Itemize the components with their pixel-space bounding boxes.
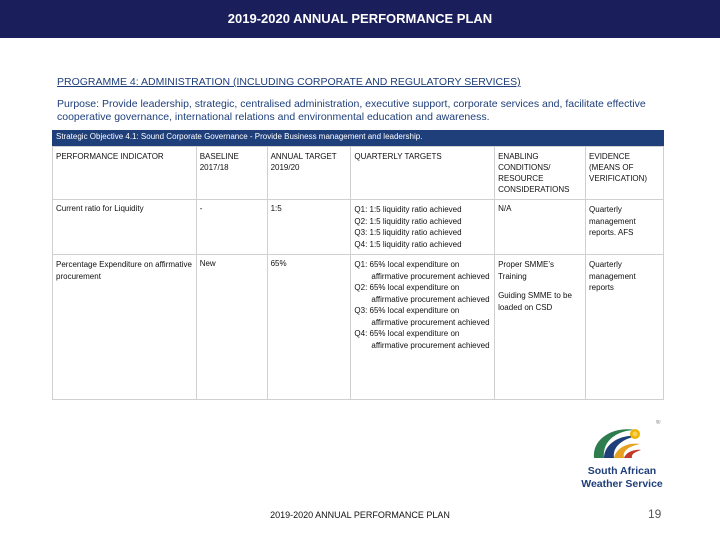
performance-table (52, 146, 664, 400)
enabling-item: N/A (498, 204, 512, 213)
enabling-item: Proper SMME’s Training (498, 260, 554, 281)
footer-text: 2019-2020 ANNUAL PERFORMANCE PLAN (270, 510, 450, 520)
indicator-cell: Current ratio for Liquidity (53, 200, 197, 255)
quarterly-target: Q3: 65% local expenditure on affirmative procurement achieved (354, 306, 490, 327)
purpose-text: Purpose: Provide leadership, strategic, centralised administration, executive support, corporate services and, facilitate effective cooperative governance, international relations and environmental education and awareness. (57, 98, 646, 123)
table-row (53, 255, 664, 400)
evidence-cell: Quarterly management reports. AFS (586, 200, 664, 255)
col-header-evidence: EVIDENCE (MEANS OF VERIFICATION) (586, 147, 664, 200)
weather-service-logo (574, 420, 670, 492)
logo-swoosh-icon (574, 420, 670, 492)
baseline-cell: - (196, 200, 267, 255)
page-title: 2019-2020 ANNUAL PERFORMANCE PLAN (227, 11, 493, 26)
target-cell: 1:5 (267, 200, 351, 255)
evidence-cell: Quarterly management reports (586, 255, 664, 400)
header-bar (0, 0, 720, 38)
quarterly-target: Q1: 65% local expenditure on affirmative procurement achieved (354, 260, 490, 281)
col-header-indicator: PERFORMANCE INDICATOR (53, 147, 197, 200)
baseline-cell: New (196, 255, 267, 400)
registered-mark: ® (656, 420, 661, 426)
logo-line2: Weather Service (581, 478, 663, 490)
col-header-target: ANNUAL TARGET 2019/20 (267, 147, 351, 200)
enabling-item: Guiding SMME to be loaded on CSD (498, 291, 572, 312)
quarterly-target: Q4: 65% local expenditure on affirmative procurement achieved (354, 329, 490, 350)
programme-heading: PROGRAMME 4: ADMINISTRATION (INCLUDING CORPORATE AND REGULATORY SERVICES) (57, 76, 521, 88)
col-header-enabling: ENABLING CONDITIONS/ RESOURCE CONSIDERATIONS (495, 147, 586, 200)
quarterly-target: Q1: 1:5 liquidity ratio achieved (354, 205, 462, 214)
quarterly-target: Q2: 65% local expenditure on affirmative procurement achieved (354, 283, 490, 304)
quarterly-target: Q2: 1:5 liquidity ratio achieved (354, 216, 462, 226)
col-header-quarterly: QUARTERLY TARGETS (351, 147, 495, 200)
indicator-cell: Percentage Expenditure on affirmative procurement (53, 255, 197, 400)
enabling-cell (495, 255, 586, 400)
quarterly-targets-cell (351, 200, 495, 255)
quarterly-targets-cell (351, 255, 495, 400)
col-header-baseline: BASELINE 2017/18 (196, 147, 267, 200)
quarterly-target: Q3: 1:5 liquidity ratio achieved (354, 228, 462, 237)
quarterly-target: Q4: 1:5 liquidity ratio achieved (354, 239, 462, 249)
target-cell: 65% (267, 255, 351, 400)
table-row (53, 200, 664, 255)
enabling-cell (495, 200, 586, 255)
page-number: 19 (648, 507, 662, 521)
strategic-objective-bar (52, 130, 664, 146)
strategic-objective-text: Strategic Objective 4.1: Sound Corporate Governance - Provide Business management and leadership. (56, 132, 423, 141)
table-header-row (53, 147, 664, 200)
logo-line1: South African (587, 465, 657, 477)
